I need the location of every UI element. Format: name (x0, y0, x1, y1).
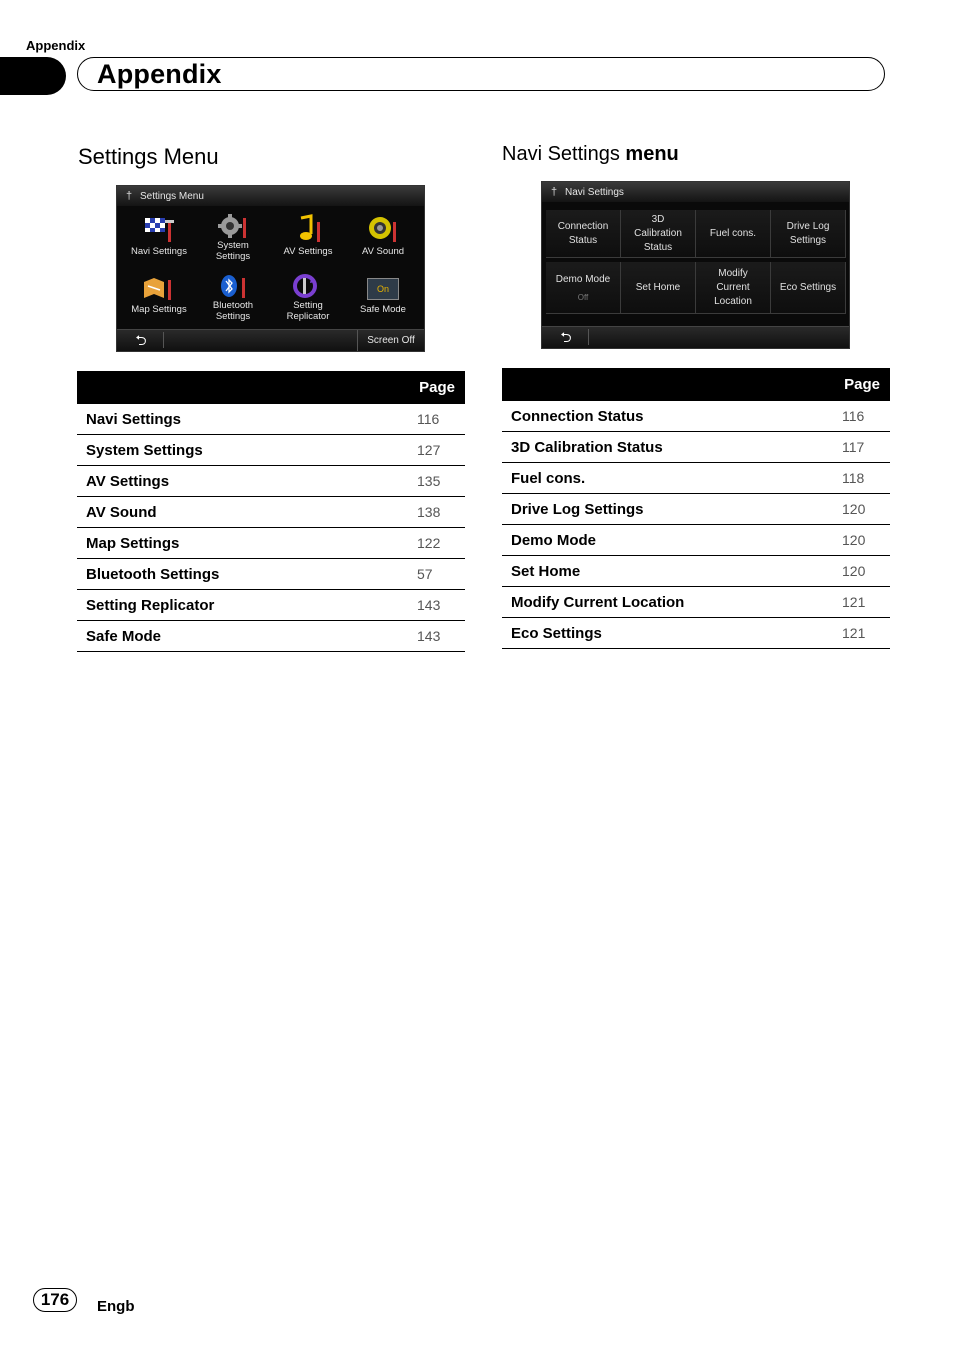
running-head: Appendix (26, 38, 86, 53)
language-code: Engb (97, 1298, 135, 1315)
table-row: 3D Calibration Status 117 (502, 432, 890, 463)
navi-settings-index-table (502, 368, 890, 649)
replicator-icon (291, 274, 325, 298)
screen-item-bluetooth-settings[interactable]: Bluetooth Settings (197, 274, 269, 322)
screen-footer (117, 329, 424, 351)
screen-item-drive-log-settings[interactable]: Drive Log Settings (771, 210, 846, 258)
back-arrow-icon[interactable]: ⮌ (552, 329, 589, 345)
back-arrow-icon[interactable]: ⮌ (127, 332, 164, 348)
screen-footer (542, 326, 849, 348)
screen-title-bar (542, 182, 849, 202)
screen-item-setting-replicator[interactable]: Setting Replicator (272, 274, 344, 322)
screen-item-eco-settings[interactable]: Eco Settings (771, 262, 846, 314)
screen-item-modify-current-location[interactable]: Modify Current Location (696, 262, 771, 314)
table-row: AV Settings 135 (77, 466, 465, 497)
screen-item-demo-mode[interactable]: Demo Mode Off (546, 262, 621, 314)
section-title: Appendix (97, 59, 222, 89)
navi-settings-screenshot (541, 181, 850, 349)
table-row: Demo Mode 120 (502, 525, 890, 556)
bluetooth-icon (216, 274, 250, 298)
map-icon (142, 274, 176, 302)
music-note-icon (291, 214, 325, 244)
navi-flag-icon (142, 214, 176, 244)
table-row: Fuel cons. 118 (502, 463, 890, 494)
table-header-row (77, 371, 465, 404)
table-row: Bluetooth Settings 57 (77, 559, 465, 590)
settings-menu-screenshot (116, 185, 425, 352)
safe-mode-icon (367, 278, 399, 300)
screen-item-3d-calibration-status[interactable]: 3D Calibration Status (621, 210, 696, 258)
table-row: AV Sound 138 (77, 497, 465, 528)
screen-item-navi-settings[interactable]: Navi Settings (123, 214, 195, 257)
table-row: System Settings 127 (77, 435, 465, 466)
screen-item-set-home[interactable]: Set Home (621, 262, 696, 314)
screen-title-bar (117, 186, 424, 206)
settings-menu-index-table (77, 371, 465, 652)
table-row: Connection Status 116 (502, 401, 890, 432)
section-tab (0, 57, 66, 95)
screen-item-fuel-cons[interactable]: Fuel cons. (696, 210, 771, 258)
tools-icon: † (126, 190, 133, 202)
table-row: Map Settings 122 (77, 528, 465, 559)
table-row: Set Home 120 (502, 556, 890, 587)
settings-menu-heading: Settings Menu (78, 144, 219, 169)
table-row: Setting Replicator 143 (77, 590, 465, 621)
table-row: Safe Mode 143 (77, 621, 465, 652)
navi-settings-heading: Navi Settings menu (502, 143, 679, 165)
table-row: Drive Log Settings 120 (502, 494, 890, 525)
page-column-header: Page (77, 371, 465, 404)
table-row: Modify Current Location 121 (502, 587, 890, 618)
table-row: Eco Settings 121 (502, 618, 890, 649)
page-column-header: Page (502, 368, 890, 401)
gear-icon (216, 214, 250, 238)
table-row: Navi Settings 116 (77, 404, 465, 435)
section-title-bar (77, 57, 885, 91)
speaker-icon (366, 214, 400, 244)
safe-mode-badge: On (376, 284, 389, 294)
screen-item-system-settings[interactable]: System Settings (197, 214, 269, 262)
screen-title: Settings Menu (140, 191, 204, 202)
page-number: 176 (33, 1288, 77, 1312)
screen-item-safe-mode[interactable]: On Safe Mode (347, 274, 419, 315)
screen-off-button[interactable]: Screen Off (357, 330, 424, 351)
screen-item-map-settings[interactable]: Map Settings (123, 274, 195, 315)
screen-title: Navi Settings (565, 187, 624, 198)
table-header-row (502, 368, 890, 401)
screen-item-connection-status[interactable]: Connection Status (546, 210, 621, 258)
screen-item-av-settings[interactable]: AV Settings (272, 214, 344, 257)
screen-item-av-sound[interactable]: AV Sound (347, 214, 419, 257)
demo-mode-status: Off (577, 293, 589, 302)
tools-icon: † (551, 186, 558, 198)
